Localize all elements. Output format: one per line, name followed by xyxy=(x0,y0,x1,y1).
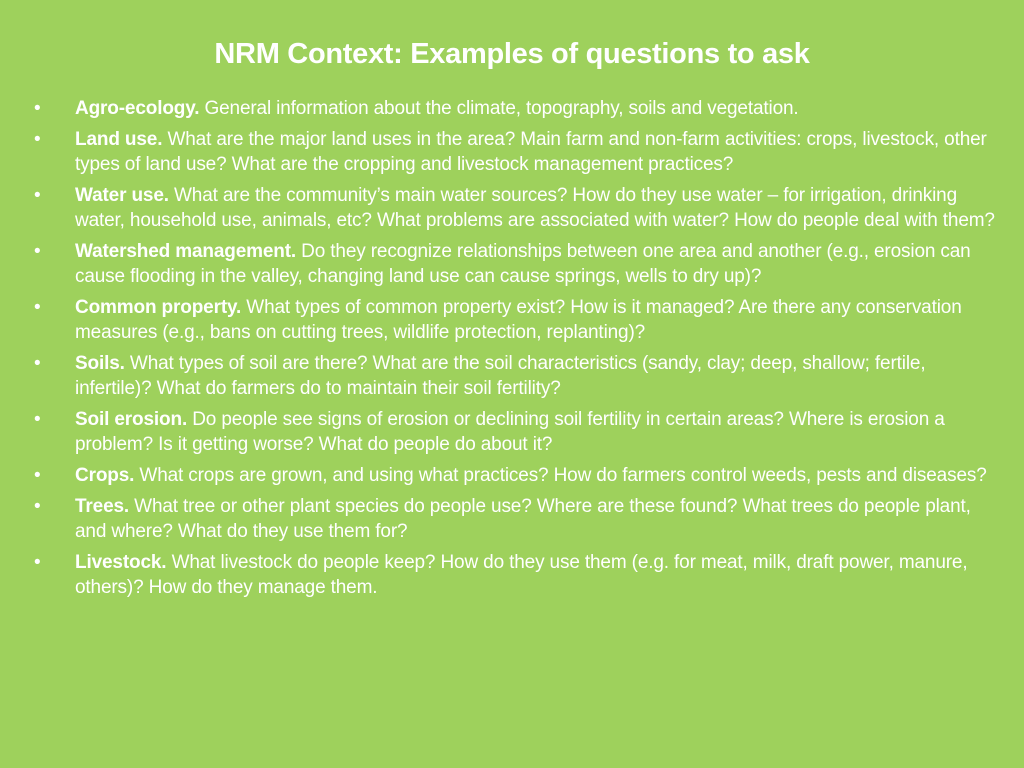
bullet-watershed-management xyxy=(34,239,1002,289)
bullet-text: What tree or other plant species do people use? Where are these found? What trees do people plant, and where? What do they use them for? xyxy=(75,496,971,542)
bullet-common-property xyxy=(34,295,1002,345)
bullet-text: What crops are grown, and using what practices? How do farmers control weeds, pests and diseases? xyxy=(134,465,987,486)
bullet-livestock xyxy=(34,550,1002,600)
bullet-soil-erosion xyxy=(34,407,1002,457)
bullet-crops xyxy=(34,463,1002,488)
slide-title: NRM Context: Examples of questions to ask xyxy=(214,38,810,70)
bullet-text: Do they recognize relationships between one area and another (e.g., erosion can cause flooding in the valley, changing land use can cause springs, wells to dry up)? xyxy=(75,241,971,287)
bullet-list xyxy=(34,96,1002,606)
bullet-text: What are the community’s main water sources? How do they use water – for irrigation, drinking water, household use, animals, etc? What problems are associated with water? How do people deal with them? xyxy=(75,185,995,231)
bullet-text: What types of soil are there? What are the soil characteristics (sandy, clay; deep, shallow; fertile, infertile)? What do farmers do to maintain their soil fertility? xyxy=(75,353,926,399)
bullet-term: Soils. xyxy=(75,353,125,374)
bullet-term: Crops. xyxy=(75,465,135,486)
bullet-term: Trees. xyxy=(75,496,130,517)
bullet-term: Water use. xyxy=(75,185,169,206)
bullet-text: Do people see signs of erosion or declining soil fertility in certain areas? Where is erosion a problem? Is it getting worse? What do people do about it? xyxy=(75,409,945,455)
bullet-term: Common property. xyxy=(75,297,242,318)
bullet-text: What are the major land uses in the area? Main farm and non-farm activities: crops, livestock, other types of land use? What are the cropping and livestock management practices? xyxy=(75,129,987,175)
bullet-text: What types of common property exist? How is it managed? Are there any conservation measures (e.g., bans on cutting trees, wildlife protection, replanting)? xyxy=(75,297,962,343)
bullet-water-use xyxy=(34,183,1002,233)
bullet-agro-ecology xyxy=(34,96,1002,121)
bullet-term: Agro-ecology. xyxy=(75,98,200,119)
bullet-term: Livestock. xyxy=(75,552,167,573)
bullet-trees xyxy=(34,494,1002,544)
bullet-text: General information about the climate, topography, soils and vegetation. xyxy=(199,98,799,119)
bullet-land-use xyxy=(34,127,1002,177)
bullet-term: Watershed management. xyxy=(75,241,297,262)
bullet-term: Land use. xyxy=(75,129,163,150)
bullet-term: Soil erosion. xyxy=(75,409,188,430)
bullet-soils xyxy=(34,351,1002,401)
bullet-text: What livestock do people keep? How do they use them (e.g. for meat, milk, draft power, manure, others)? How do they manage them. xyxy=(75,552,968,598)
